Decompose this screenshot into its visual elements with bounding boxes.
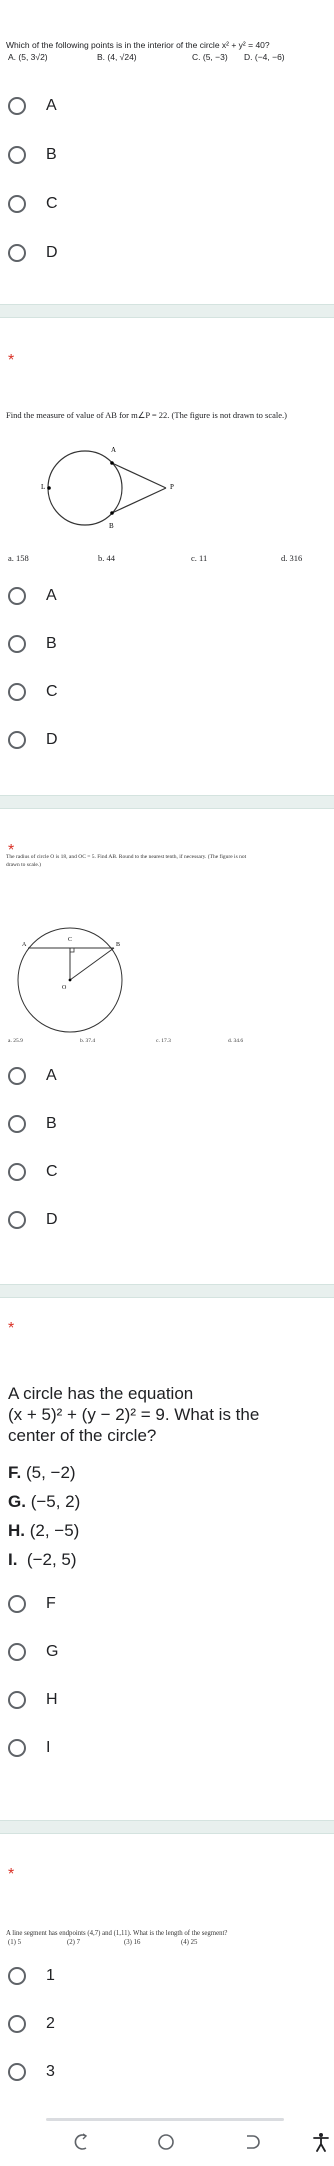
radio-button[interactable] bbox=[8, 683, 26, 701]
required-mark: * bbox=[8, 1866, 15, 1883]
q1-option-a[interactable]: A bbox=[8, 94, 57, 118]
section-divider bbox=[0, 1820, 334, 1834]
radio-button[interactable] bbox=[8, 1967, 26, 1985]
q2-label-l: L bbox=[41, 483, 46, 491]
q3-option-a[interactable]: A bbox=[8, 1064, 57, 1088]
radio-button[interactable] bbox=[8, 1115, 26, 1133]
radio-button[interactable] bbox=[8, 2015, 26, 2033]
radio-button[interactable] bbox=[8, 1643, 26, 1661]
radio-button[interactable] bbox=[8, 97, 26, 115]
q4-option-f[interactable]: F bbox=[8, 1592, 56, 1616]
section-divider bbox=[0, 304, 334, 318]
radio-button[interactable] bbox=[8, 1211, 26, 1229]
q4-option-i[interactable]: I bbox=[8, 1736, 50, 1760]
q2-choice-c: c. 11 bbox=[191, 553, 208, 563]
recents-icon[interactable] bbox=[242, 2132, 262, 2152]
q3-prompt-line1: The radius of circle O is 18, and OC = 5. Find AB. Round to the nearest tenth, if necessary. (The figure is not bbox=[6, 854, 247, 860]
q4-prompt-line3: center of the circle? bbox=[8, 1426, 157, 1445]
q2-option-a[interactable]: A bbox=[8, 584, 57, 608]
q2-choice-a: a. 158 bbox=[8, 553, 29, 563]
back-icon[interactable] bbox=[72, 2132, 92, 2152]
q3-choice-c: c. 17.3 bbox=[156, 1038, 171, 1044]
radio-button[interactable] bbox=[8, 195, 26, 213]
section-divider bbox=[0, 1284, 334, 1298]
q2-prompt: Find the measure of value of AB for m∠P = 22. (The figure is not drawn to scale.) bbox=[6, 410, 287, 420]
q5-choice-4: (4) 25 bbox=[181, 1939, 198, 1946]
q2-option-d[interactable]: D bbox=[8, 728, 58, 752]
q4-prompt-line1: A circle has the equation bbox=[8, 1384, 194, 1403]
required-mark: * bbox=[8, 352, 15, 369]
q2-option-c[interactable]: C bbox=[8, 680, 58, 704]
q2-choice-d: d. 316 bbox=[281, 553, 303, 563]
q3-choice-b: b. 37.4 bbox=[80, 1038, 96, 1044]
q1-option-b[interactable]: B bbox=[8, 143, 57, 167]
radio-button[interactable] bbox=[8, 1739, 26, 1757]
home-icon[interactable] bbox=[156, 2132, 176, 2152]
q2-label-a: A bbox=[111, 446, 117, 454]
q5-option-3[interactable]: 3 bbox=[8, 2060, 55, 2084]
q3-figure bbox=[10, 925, 160, 1045]
q5-choice-2: (2) 7 bbox=[67, 1939, 81, 1946]
q1-option-c[interactable]: C bbox=[8, 192, 58, 216]
radio-button[interactable] bbox=[8, 635, 26, 653]
q4-option-h[interactable]: H bbox=[8, 1688, 58, 1712]
q3-prompt-line2: drawn to scale.) bbox=[6, 862, 41, 868]
q4-answer-i: I. (−2, 5) bbox=[8, 1550, 77, 1569]
q5-prompt: A line segment has endpoints (4,7) and (1,11). What is the length of the segment? bbox=[6, 1930, 228, 1937]
radio-button[interactable] bbox=[8, 587, 26, 605]
q4-option-g[interactable]: G bbox=[8, 1640, 58, 1664]
q2-choice-b: b. 44 bbox=[98, 553, 115, 563]
scroll-indicator bbox=[46, 2118, 284, 2121]
q5-choice-1: (1) 5 bbox=[8, 1939, 22, 1946]
radio-button[interactable] bbox=[8, 146, 26, 164]
q1-option-d[interactable]: D bbox=[8, 241, 58, 265]
q4-prompt-line2: (x + 5)² + (y − 2)² = 9. What is the bbox=[8, 1405, 260, 1424]
q2-label-p: P bbox=[170, 483, 174, 491]
radio-button[interactable] bbox=[8, 1067, 26, 1085]
q2-option-b[interactable]: B bbox=[8, 632, 57, 656]
q2-label-b: B bbox=[109, 522, 114, 530]
section-divider bbox=[0, 795, 334, 809]
q3-label-o: O bbox=[62, 985, 67, 991]
required-mark: * bbox=[8, 1320, 15, 1337]
q1-prompt: Which of the following points is in the interior of the circle x² + y² = 40? bbox=[6, 40, 270, 50]
q1-choice-c: C. (5, −3) bbox=[192, 52, 228, 62]
q5-choice-3: (3) 16 bbox=[124, 1939, 141, 1946]
required-mark: * bbox=[8, 842, 15, 859]
q3-option-d[interactable]: D bbox=[8, 1208, 58, 1232]
radio-button[interactable] bbox=[8, 1691, 26, 1709]
q3-option-c[interactable]: C bbox=[8, 1160, 58, 1184]
q3-choice-d: d. 34.6 bbox=[228, 1038, 244, 1044]
q1-choice-a: A. (5, 3√2) bbox=[8, 52, 48, 62]
q3-label-b: B bbox=[116, 942, 121, 948]
q4-answer-h: H. (2, −5) bbox=[8, 1521, 80, 1540]
radio-button[interactable] bbox=[8, 731, 26, 749]
q5-option-2[interactable]: 2 bbox=[8, 2012, 55, 2036]
q4-answer-f: F. (5, −2) bbox=[8, 1463, 76, 1482]
q4-answer-g: G. (−5, 2) bbox=[8, 1492, 81, 1511]
radio-button[interactable] bbox=[8, 1595, 26, 1613]
accessibility-icon[interactable] bbox=[312, 2132, 330, 2152]
q3-label-c: C bbox=[68, 937, 73, 943]
radio-button[interactable] bbox=[8, 244, 26, 262]
radio-button[interactable] bbox=[8, 2063, 26, 2081]
q5-option-1[interactable]: 1 bbox=[8, 1964, 55, 1988]
q1-choice-d: D. (−4, −6) bbox=[244, 52, 285, 62]
q3-choice-a: a. 25.9 bbox=[8, 1038, 23, 1044]
radio-button[interactable] bbox=[8, 1163, 26, 1181]
q1-choice-b: B. (4, √24) bbox=[97, 52, 137, 62]
q2-figure bbox=[40, 438, 190, 548]
q3-label-a: A bbox=[22, 942, 27, 948]
q3-option-b[interactable]: B bbox=[8, 1112, 57, 1136]
